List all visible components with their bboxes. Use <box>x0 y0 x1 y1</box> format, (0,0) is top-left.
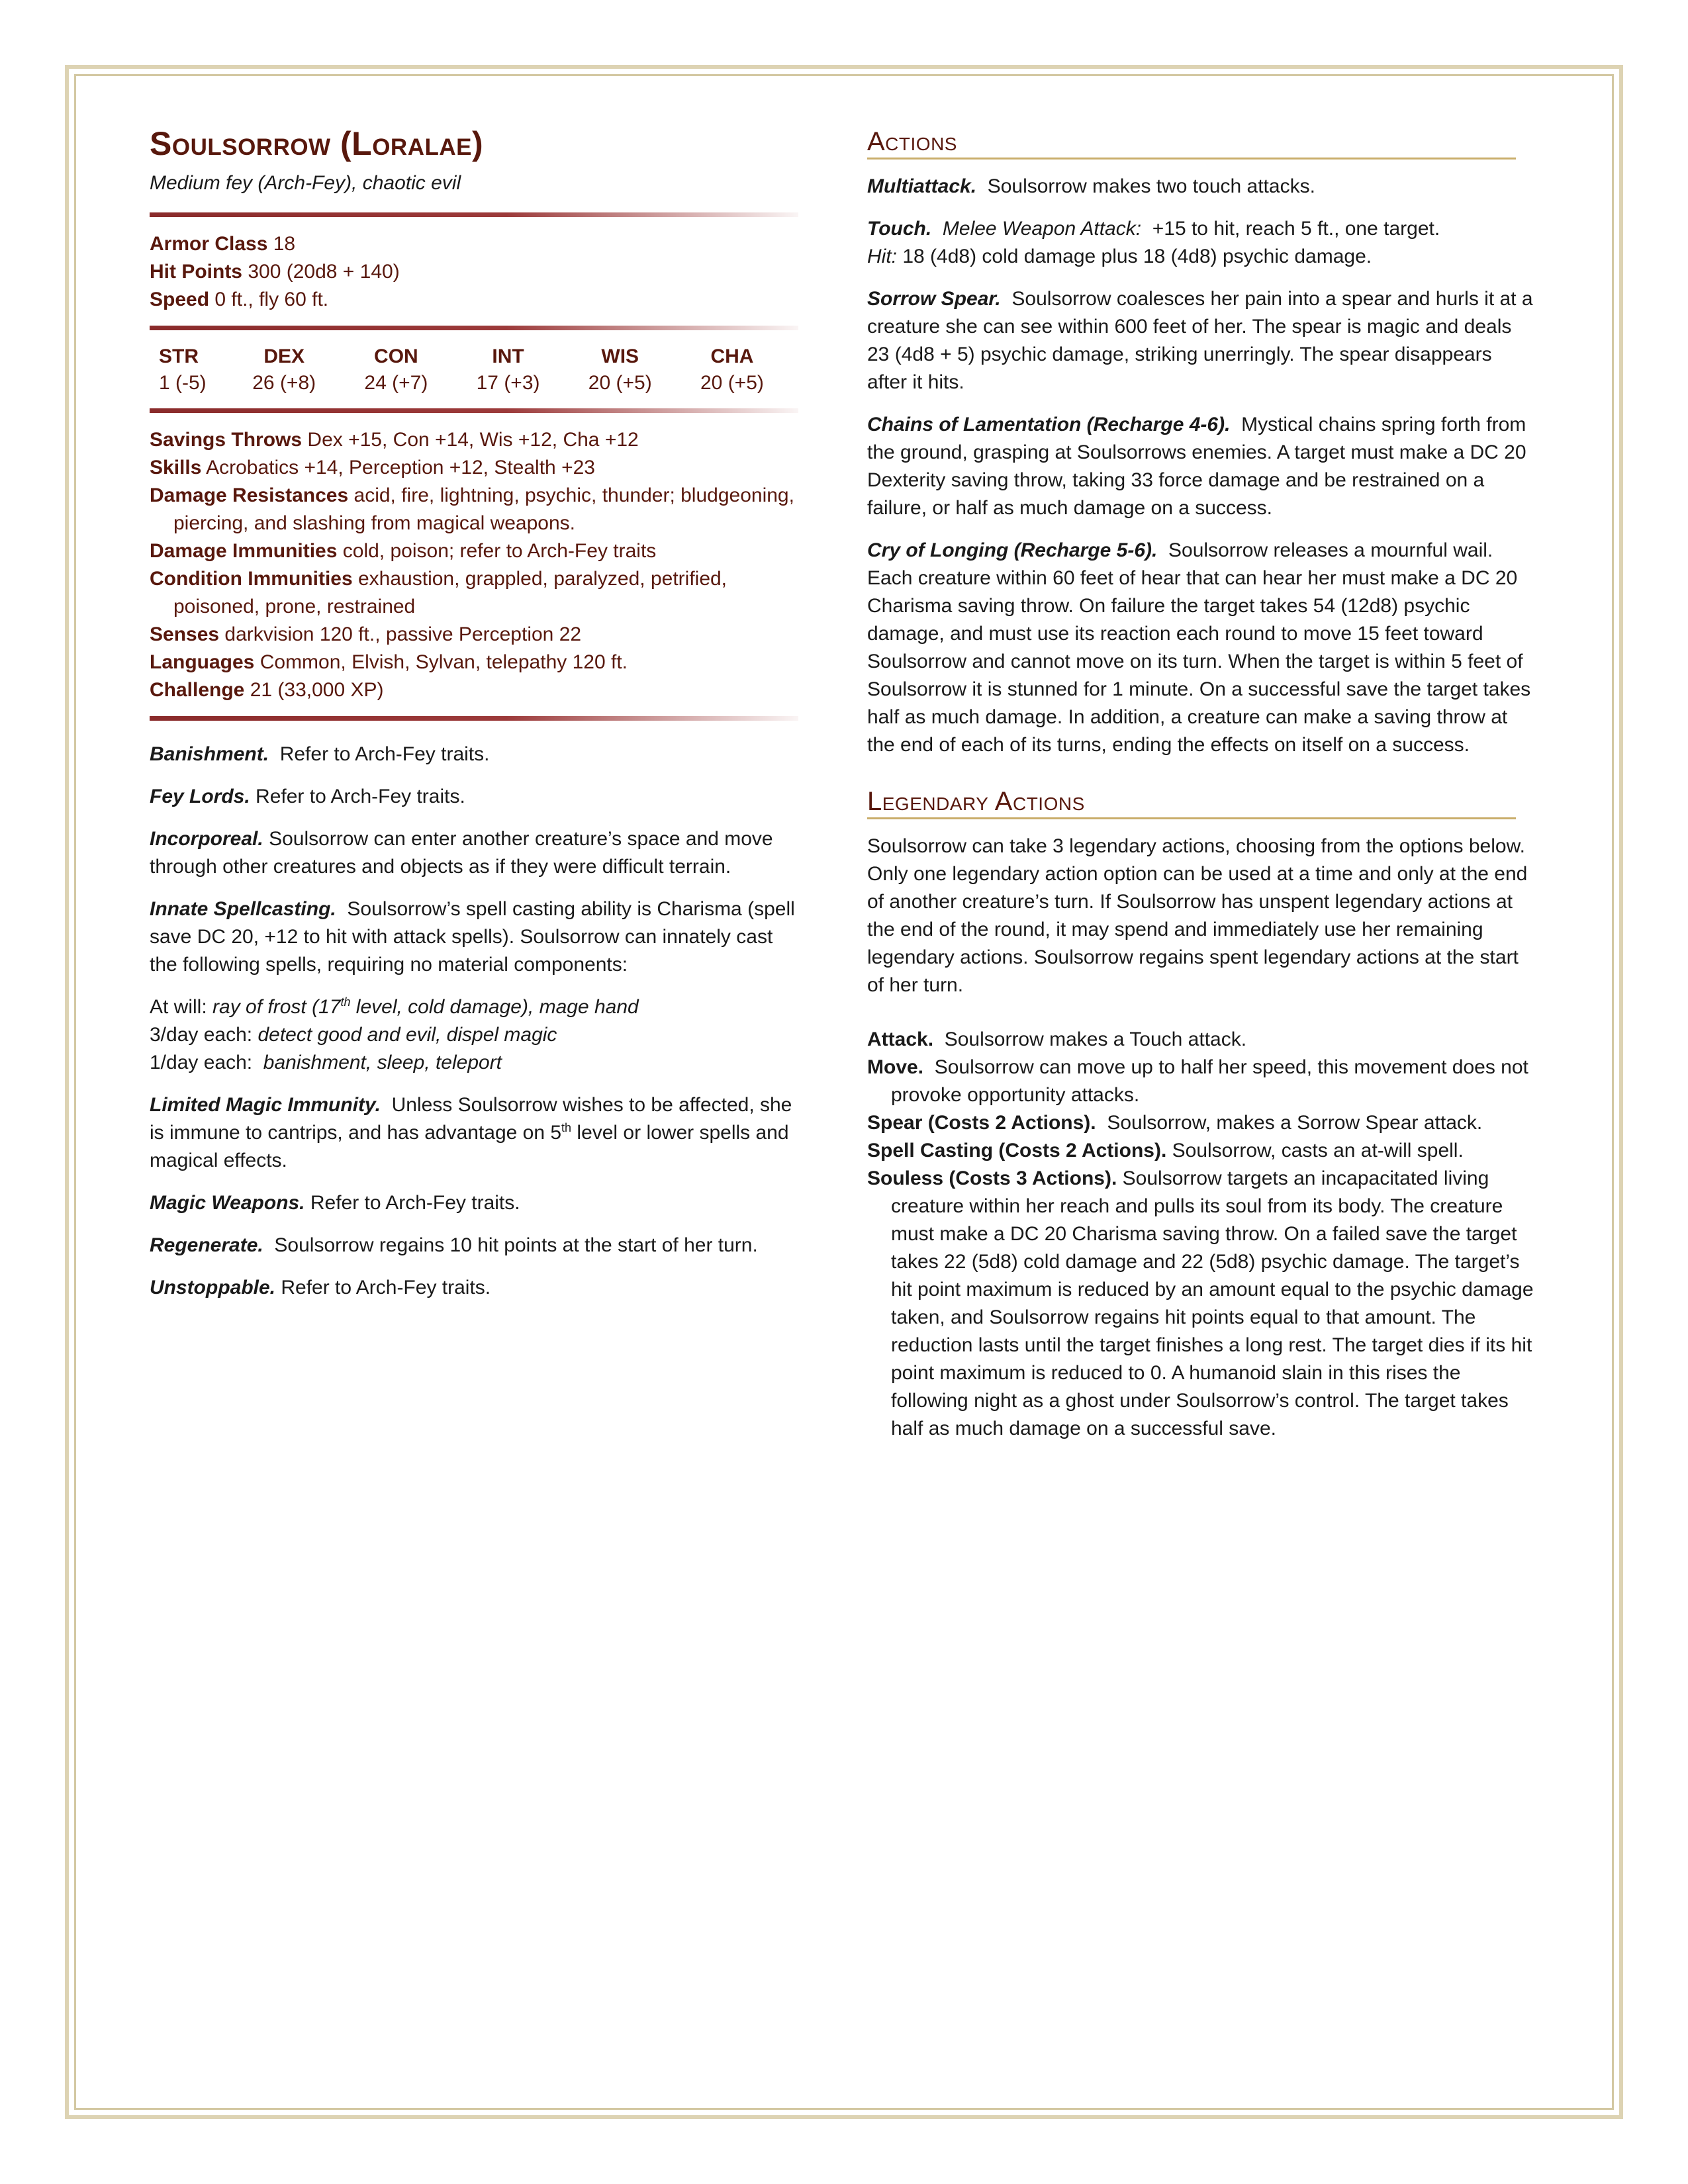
spells-1-day: 1/day each: banishment, sleep, teleport <box>150 1052 502 1073</box>
armor-class: Armor Class 18 <box>150 233 296 255</box>
saving-throws: Savings Throws Dex +15, Con +14, Wis +12, Cha +12 <box>150 429 639 451</box>
condition-immunities: Condition Immunities exhaustion, grappled, paralyzed, petrified, poisoned, prone, restrained <box>150 568 727 617</box>
action-multiattack: Multiattack. Soulsorrow makes two touch attacks. <box>867 175 1315 197</box>
ability-int: INT 17 (+3) <box>476 345 540 394</box>
skills: Skills Acrobatics +14, Perception +12, Stealth +23 <box>150 457 595 478</box>
divider <box>150 408 798 413</box>
action-touch: Touch. Melee Weapon Attack: +15 to hit, reach 5 ft., one target. Hit: 18 (4d8) cold damage plus 18 (4d8) psychic damage. <box>867 218 1440 267</box>
trait-limited-magic-immunity: Limited Magic Immunity. Unless Soulsorrow wishes to be affected, she is immune to cantrips, and has advantage on 5th level or lower spells and magical effects. <box>150 1094 792 1171</box>
action-sorrow-spear: Sorrow Spear. Soulsorrow coalesces her pain into a spear and hurls it at a creature she can see within 600 feet of her. The spear is magic and deals 23 (4d8 + 5) psychic damage, striking unerringly. The spear disappears after it hits. <box>867 288 1533 393</box>
trait-innate-spellcasting: Innate Spellcasting. Soulsorrow’s spell casting ability is Charisma (spell save DC 20, +12 to hit with attack spells). Soulsorrow can innately cast the following spells, requiring no material components: <box>150 898 795 976</box>
challenge: Challenge 21 (33,000 XP) <box>150 679 384 701</box>
stat-block <box>150 126 805 1316</box>
speed: Speed 0 ft., fly 60 ft. <box>150 289 329 310</box>
legendary-attack: Attack. Soulsorrow makes a Touch attack. <box>867 1028 1247 1050</box>
trait-regenerate: Regenerate. Soulsorrow regains 10 hit points at the start of her turn. <box>150 1234 758 1256</box>
languages: Languages Common, Elvish, Sylvan, telepathy 120 ft. <box>150 651 628 673</box>
spells-3-day: 3/day each: detect good and evil, dispel magic <box>150 1024 557 1046</box>
damage-immunities: Damage Immunities cold, poison; refer to Arch-Fey traits <box>150 540 657 562</box>
trait-unstoppable: Unstoppable. Refer to Arch-Fey traits. <box>150 1277 491 1298</box>
senses: Senses darkvision 120 ft., passive Perception 22 <box>150 623 582 645</box>
monster-name: Soulsorrow (Loralae) <box>150 125 484 162</box>
ability-wis: WIS 20 (+5) <box>588 345 652 394</box>
legendary-actions-heading: Legendary Actions <box>867 786 1516 819</box>
ability-dex: DEX 26 (+8) <box>252 345 316 394</box>
legendary-move: Move. Soulsorrow can move up to half her speed, this movement does not provoke opportunity attacks. <box>867 1056 1528 1106</box>
ability-scores <box>150 343 785 396</box>
legendary-spell-casting: Spell Casting (Costs 2 Actions). Soulsorrow, casts an at-will spell. <box>867 1140 1464 1161</box>
actions-heading: Actions <box>867 126 1516 159</box>
legendary-spear: Spear (Costs 2 Actions). Soulsorrow, makes a Sorrow Spear attack. <box>867 1112 1483 1134</box>
trait-banishment: Banishment. Refer to Arch-Fey traits. <box>150 743 490 765</box>
trait-incorporeal: Incorporeal. Soulsorrow can enter another creature’s space and move through other creatures and objects as if they were difficult terrain. <box>150 828 773 878</box>
monster-type: Medium fey (Arch-Fey), chaotic evil <box>150 172 461 194</box>
damage-resistances: Damage Resistances acid, fire, lightning, psychic, thunder; bludgeoning, piercing, and slashing from magical weapons. <box>150 484 794 534</box>
trait-magic-weapons: Magic Weapons. Refer to Arch-Fey traits. <box>150 1192 520 1214</box>
divider <box>150 716 798 721</box>
spells-at-will: At will: ray of frost (17th level, cold damage), mage hand <box>150 995 639 1018</box>
action-cry-of-longing: Cry of Longing (Recharge 5-6). Soulsorrow releases a mournful wail. Each creature within 60 feet of hear that can hear her must make a DC 20 Charisma saving throw. On failure the target takes 54 (12d8) psychic damage, and must use its reaction each round to move 15 feet toward Soulsorrow and cannot move on its turn. When the target is within 5 feet of Soulsorrow it is stunned for 1 minute. On a successful save the target takes half as much damage. In addition, a creature can make a saving throw at the end of each of its turns, ending the effects on itself on a success. <box>867 539 1531 756</box>
ability-con: CON 24 (+7) <box>364 345 428 394</box>
hit-points: Hit Points 300 (20d8 + 140) <box>150 261 400 283</box>
action-chains-of-lamentation: Chains of Lamentation (Recharge 4-6). Mystical chains spring forth from the ground, grasping at Soulsorrows enemies. A target must make a DC 20 Dexterity saving throw, taking 33 force damage and be restrained on a failure, or half as much damage on a success. <box>867 414 1526 519</box>
actions-column <box>867 126 1536 1443</box>
spell-list <box>150 993 805 1077</box>
ability-str: STR 1 (-5) <box>159 345 207 394</box>
divider <box>150 212 798 217</box>
legendary-intro: Soulsorrow can take 3 legendary actions, choosing from the options below. Only one legendary action option can be used at a time and only at the end of another creature’s turn. If Soulsorrow has unspent legendary actions at the end of the round, it may spend and immediately use her remaining legendary actions. Soulsorrow regains spent legendary actions at the start of her turn. <box>867 835 1528 996</box>
trait-fey-lords: Fey Lords. Refer to Arch-Fey traits. <box>150 786 465 807</box>
ability-cha: CHA 20 (+5) <box>700 345 764 394</box>
divider <box>150 326 798 330</box>
legendary-souless: Souless (Costs 3 Actions). Soulsorrow targets an incapacitated living creature within her reach and pulls its soul from its body. The creature must make a DC 20 Charisma saving throw. On a failed save the target takes 22 (5d8) cold damage and 22 (5d8) psychic damage. The target’s hit point maximum is reduced by an amount equal to the psychic damage taken, and Soulsorrow regains hit points equal to that amount. The reduction lasts until the target finishes a long rest. The target dies if its hit point maximum is reduced to 0. A humanoid slain in this rises the following night as a ghost under Soulsorrow’s control. The target takes half as much damage on a successful save. <box>867 1167 1534 1439</box>
